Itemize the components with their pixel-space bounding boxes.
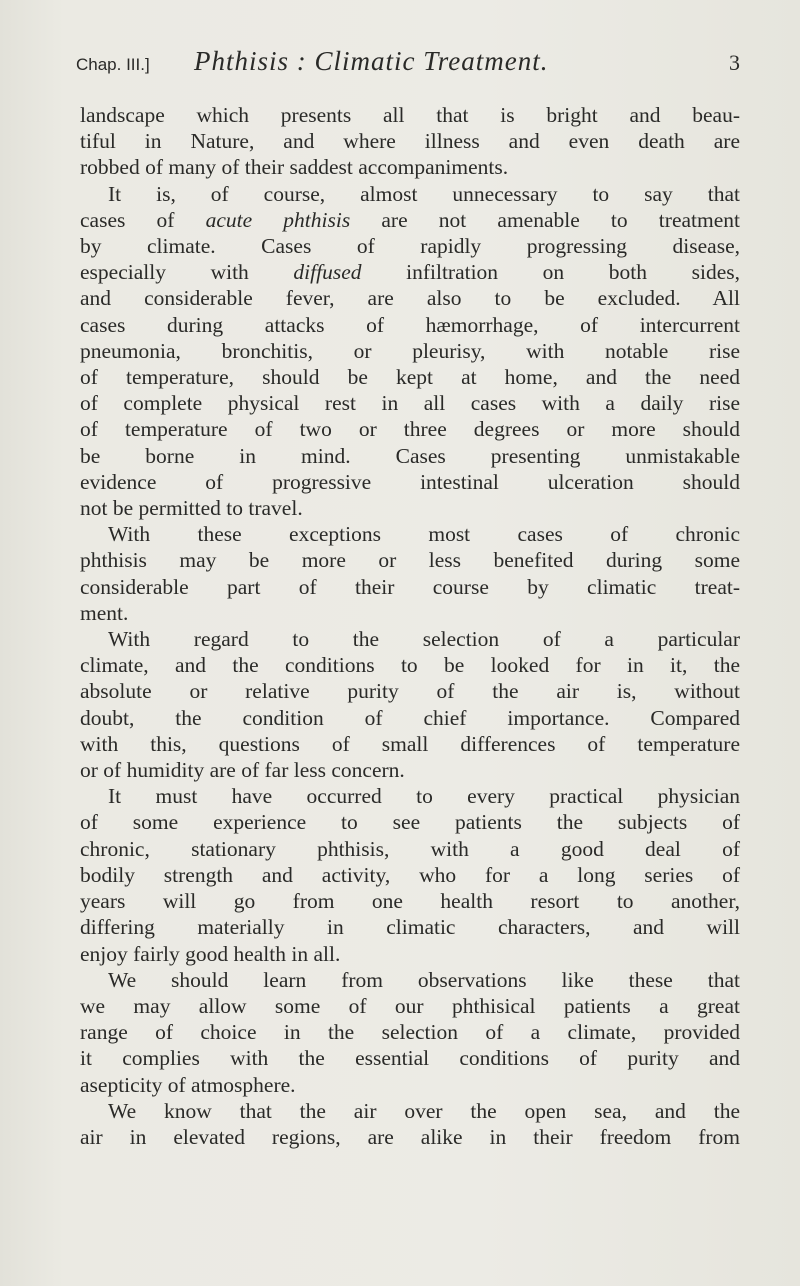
text-line <box>80 757 740 783</box>
text-line-segment: cases of <box>80 207 206 232</box>
text-line-segment: With regard to the selection of a particular <box>108 627 740 652</box>
text-line-segment: considerable part of their course by climatic treat- <box>80 574 740 599</box>
text-line <box>80 993 740 1019</box>
text-line <box>80 836 740 862</box>
text-line-segment: phthisis may be more or less benefited during some <box>80 548 740 573</box>
text-line-segment: landscape which presents all that is bright and beau- <box>80 103 740 127</box>
text-line-segment: We know that the air over the open sea, and the <box>108 1098 740 1123</box>
text-line <box>80 1098 740 1124</box>
text-line <box>80 128 740 154</box>
text-line <box>80 285 740 311</box>
text-line-segment: ment. <box>80 600 129 625</box>
text-line-segment: cases during attacks of hæmorrhage, of intercurrent <box>80 312 740 337</box>
text-line-segment: robbed of many of their saddest accompaniments. <box>80 155 509 180</box>
text-line <box>80 626 740 652</box>
body-text <box>80 102 740 1150</box>
text-line <box>80 1019 740 1045</box>
text-line <box>80 207 740 233</box>
text-line <box>80 312 740 338</box>
text-line <box>80 652 740 678</box>
text-line <box>80 1072 740 1098</box>
chapter-label: Chap. III.] <box>76 55 150 74</box>
text-line-segment: enjoy fairly good health in all. <box>80 941 341 966</box>
text-line-segment: of temperature, should be kept at home, and the need <box>80 365 740 390</box>
text-line-segment: chronic, stationary phthisis, with a good deal of <box>80 836 740 861</box>
text-line-segment: especially with <box>80 260 294 285</box>
text-line-segment: It is, of course, almost unnecessary to say that <box>108 181 740 206</box>
text-line <box>80 574 740 600</box>
text-line-segment: of temperature of two or three degrees or more should <box>80 417 740 442</box>
text-line <box>80 600 740 626</box>
text-line-segment: and considerable fever, are also to be excluded. All <box>80 286 740 311</box>
text-line-segment: are not amenable to treatment <box>350 207 740 232</box>
text-line-segment: range of choice in the selection of a climate, provided <box>80 1020 740 1045</box>
text-line-segment: With these exceptions most cases of chronic <box>108 522 740 547</box>
text-line <box>80 914 740 940</box>
text-line-segment: it complies with the essential conditions of purity and <box>80 1046 740 1071</box>
text-line-segment: asepticity of atmosphere. <box>80 1072 296 1097</box>
text-line <box>80 547 740 573</box>
text-line-segment: of complete physical rest in all cases with a daily rise <box>80 391 740 416</box>
text-line-segment: climate, and the conditions to be looked for in it, the <box>80 653 740 678</box>
text-line-segment: not be permitted to travel. <box>80 496 303 521</box>
text-line-segment: It must have occurred to every practical physician <box>108 784 740 809</box>
text-line <box>80 678 740 704</box>
text-line <box>80 521 740 547</box>
text-line <box>80 705 740 731</box>
text-line <box>80 154 740 180</box>
text-line <box>80 967 740 993</box>
text-line-segment: evidence of progressive intestinal ulceration should <box>80 469 740 494</box>
text-line-segment: of some experience to see patients the subjects of <box>80 810 740 835</box>
text-line <box>80 731 740 757</box>
text-line <box>80 495 740 521</box>
text-line <box>80 862 740 888</box>
text-line-segment: years will go from one health resort to another, <box>80 889 740 914</box>
text-line-segment: pneumonia, bronchitis, or pleurisy, with notable rise <box>80 338 740 363</box>
text-line <box>80 102 740 128</box>
text-line-segment: absolute or relative purity of the air is, without <box>80 679 740 704</box>
text-line <box>80 469 740 495</box>
text-line <box>80 888 740 914</box>
text-line-segment: bodily strength and activity, who for a long series of <box>80 862 740 887</box>
running-title: Phthisis : Climatic Treatment. <box>194 46 549 76</box>
text-line <box>80 390 740 416</box>
text-line <box>80 783 740 809</box>
text-line <box>80 1045 740 1071</box>
text-line-segment: by climate. Cases of rapidly progressing disease, <box>80 234 740 259</box>
text-line <box>80 1124 740 1150</box>
text-line-segment: or of humidity are of far less concern. <box>80 758 405 783</box>
text-line-segment: air in elevated regions, are alike in their freedom from <box>80 1124 740 1149</box>
text-line <box>80 338 740 364</box>
text-line-segment: tiful in Nature, and where illness and even death are <box>80 129 740 154</box>
text-line <box>80 181 740 207</box>
text-line-segment: with this, questions of small differences of temperature <box>80 731 740 756</box>
text-line <box>80 941 740 967</box>
text-line-segment: infiltration on both sides, <box>361 260 740 285</box>
text-line-segment: differing materially in climatic characters, and will <box>80 915 740 940</box>
text-line <box>80 443 740 469</box>
page-number: 3 <box>729 50 740 75</box>
text-line-segment: be borne in mind. Cases presenting unmistakable <box>80 443 740 468</box>
text-line <box>80 809 740 835</box>
text-line-segment: We should learn from observations like these that <box>108 967 740 992</box>
text-line-segment: we may allow some of our phthisical patients a great <box>80 993 740 1018</box>
text-line <box>80 416 740 442</box>
text-line-emphasis: acute phthisis <box>205 207 351 232</box>
text-line-segment: doubt, the condition of chief importance. Compared <box>80 705 740 730</box>
running-header <box>76 46 740 102</box>
text-line <box>80 364 740 390</box>
text-line <box>80 233 740 259</box>
text-line <box>80 259 740 285</box>
text-line-emphasis: diffused <box>293 260 362 285</box>
